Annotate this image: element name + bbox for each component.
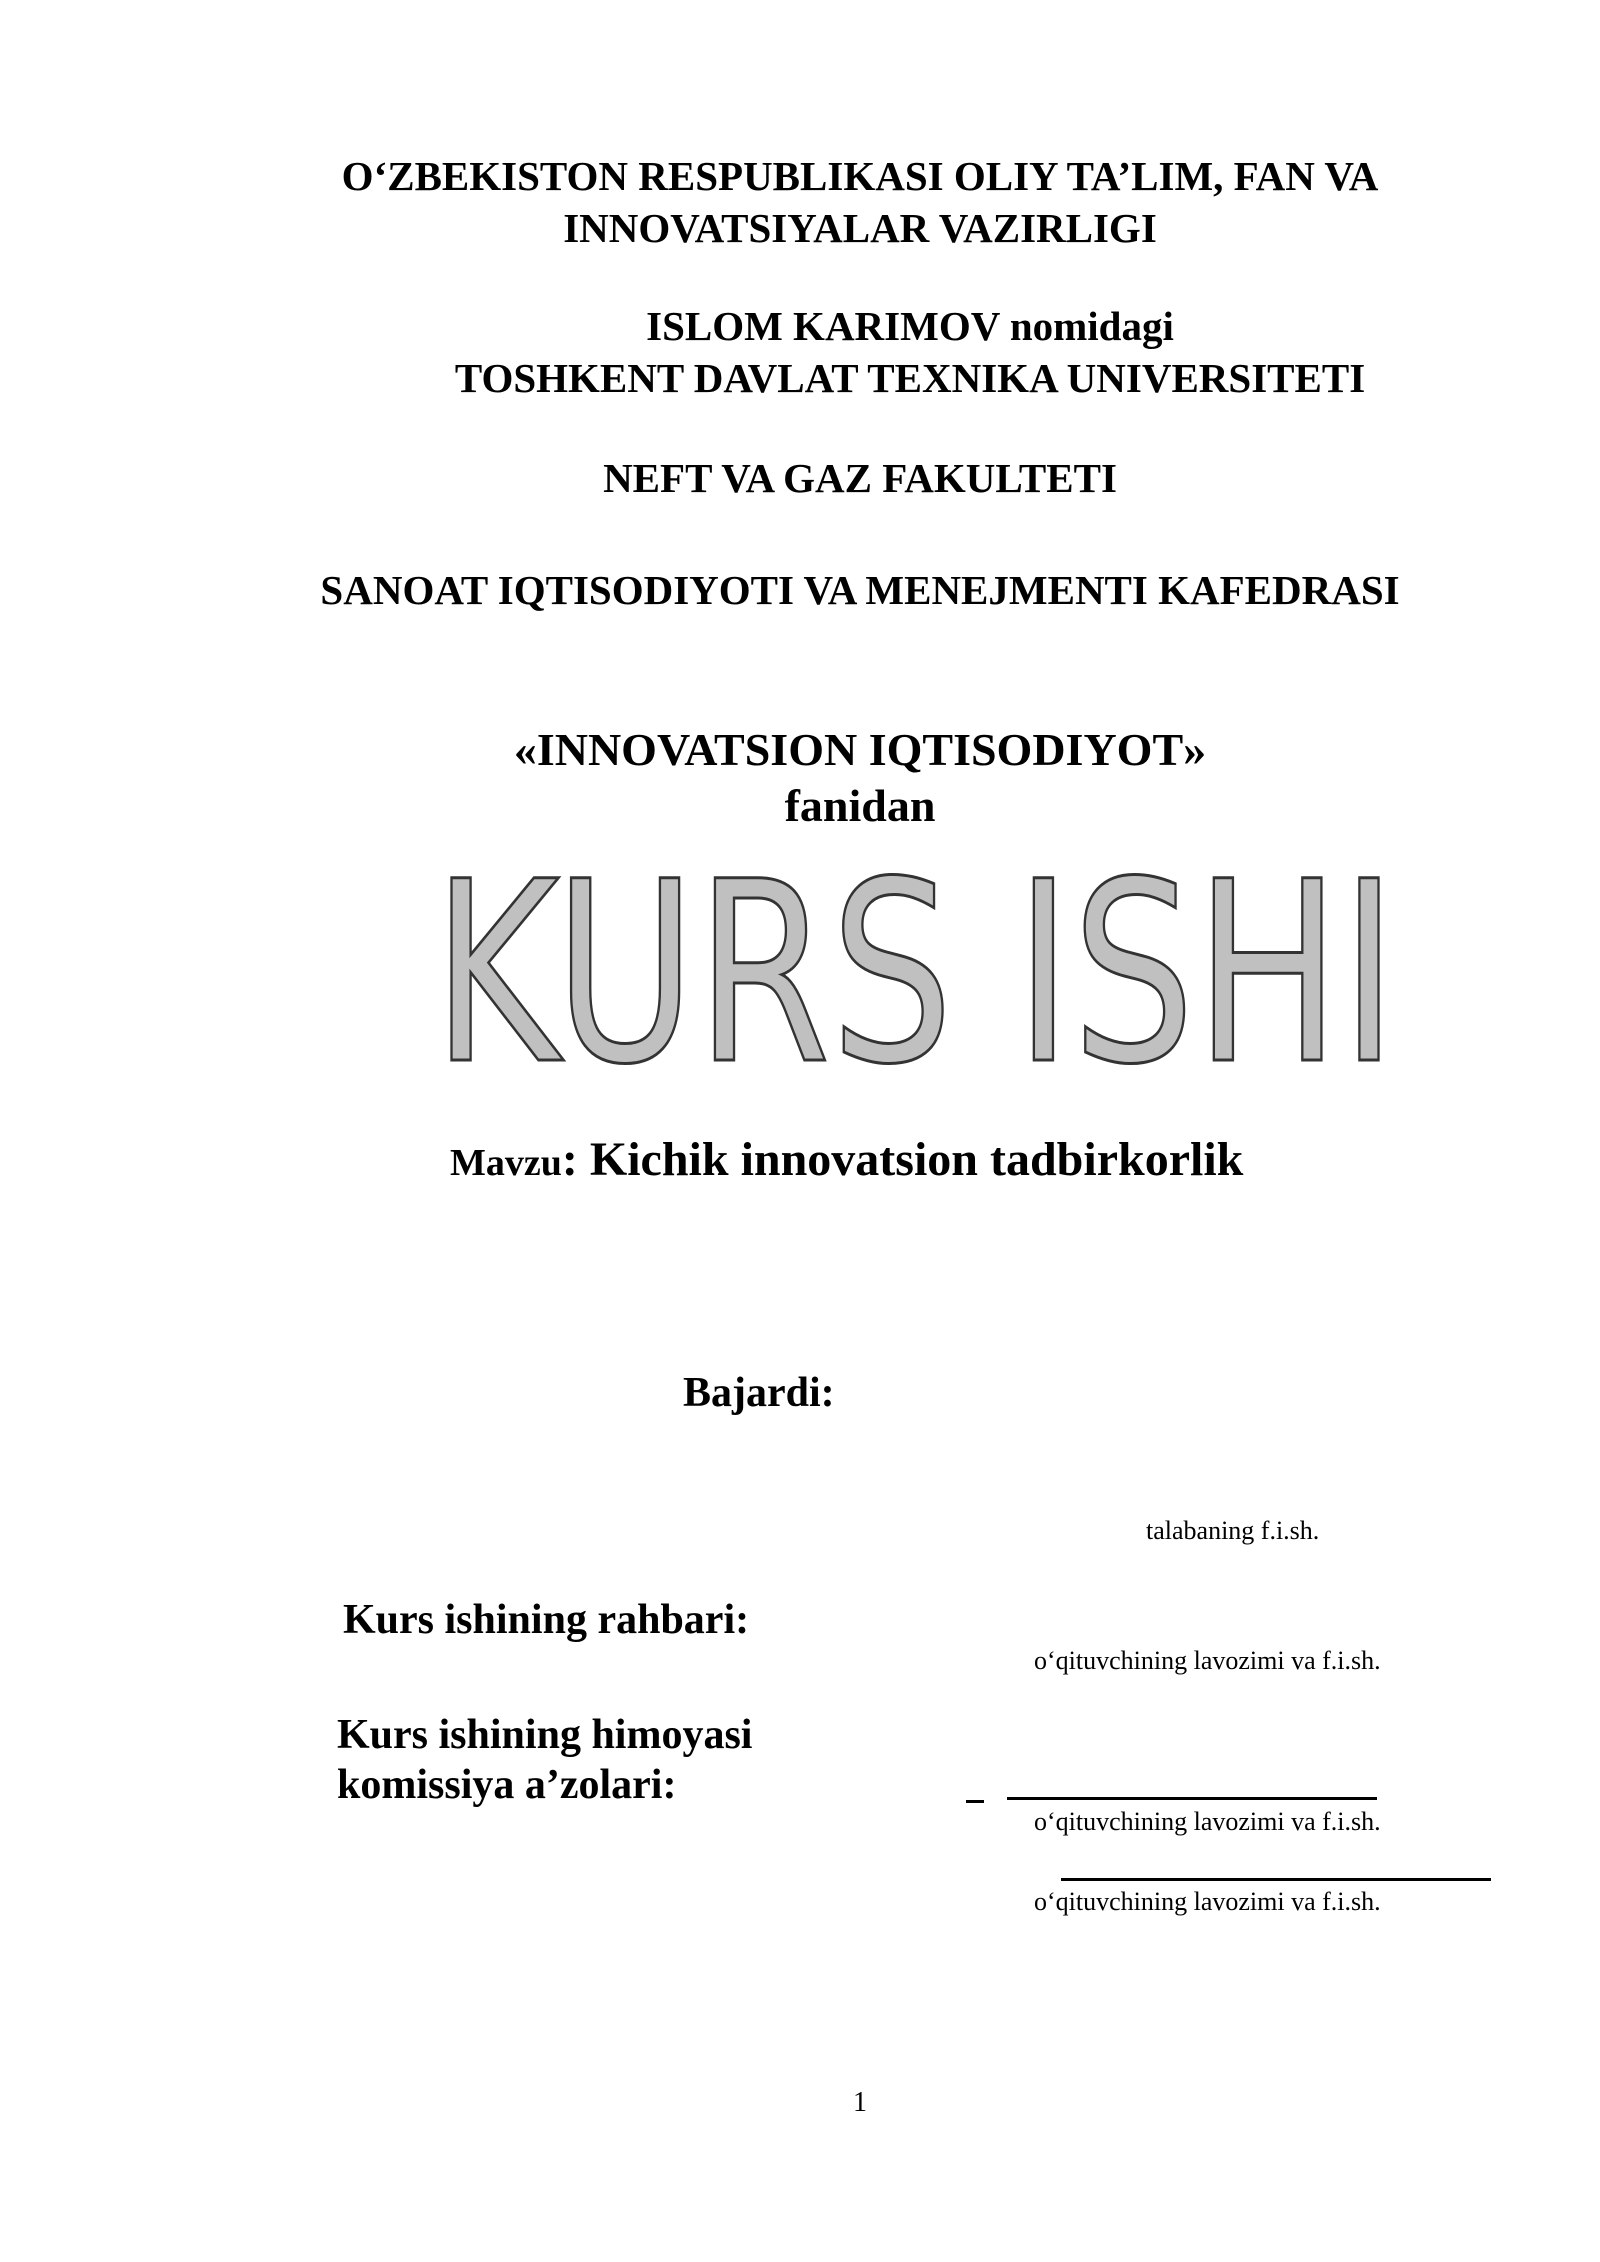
ministry-line-2: INNOVATSIYALAR VAZIRLIGI bbox=[563, 205, 1157, 251]
commission-member-1-signature-line bbox=[1007, 1797, 1377, 1800]
topic-line bbox=[450, 1130, 1243, 1193]
topic-value: : Kichik innovatsion tadbirkorlik bbox=[561, 1133, 1244, 1186]
commission-member-2-signature-line bbox=[1061, 1878, 1491, 1881]
topic-label: Mavzu bbox=[450, 1142, 562, 1184]
supervisor-label: Kurs ishining rahbari: bbox=[343, 1597, 750, 1643]
faculty-heading: NEFT VA GAZ FAKULTETI bbox=[603, 455, 1117, 501]
subject-suffix: fanidan bbox=[784, 780, 936, 831]
subject-name: «INNOVATSION IQTISODIYOT» bbox=[513, 724, 1207, 775]
university-heading bbox=[410, 300, 1410, 404]
commission-label bbox=[337, 1710, 752, 1810]
commission-label-line-1: Kurs ishining himoyasi bbox=[337, 1712, 753, 1758]
performed-label: Bajardi: bbox=[683, 1370, 835, 1416]
ministry-line-1: O‘ZBEKISTON RESPUBLIKASI OLIY TA’LIM, FAN VA bbox=[341, 153, 1379, 199]
university-line-2: TOSHKENT DAVLAT TEXNIKA UNIVERSITETI bbox=[454, 355, 1366, 401]
commission-label-line-2: komissiya a’zolari: bbox=[337, 1762, 677, 1808]
commission-member-2-caption: o‘qituvchining lavozimi va f.i.sh. bbox=[1034, 1887, 1381, 1916]
signature-dash bbox=[966, 1800, 984, 1803]
university-line-1: ISLOM KARIMOV nomidagi bbox=[646, 303, 1174, 349]
commission-member-1-caption: o‘qituvchining lavozimi va f.i.sh. bbox=[1034, 1807, 1381, 1836]
ministry-heading bbox=[200, 150, 1520, 254]
subject-heading bbox=[460, 722, 1260, 834]
document-title: KURS ISHI bbox=[432, 828, 1398, 1119]
student-name-caption: talabaning f.i.sh. bbox=[1146, 1516, 1320, 1545]
page-number: 1 bbox=[853, 2087, 867, 2118]
department-heading: SANOAT IQTISODIYOTI VA MENEJMENTI KAFEDRASI bbox=[320, 567, 1400, 613]
document-title-wordart bbox=[420, 828, 1410, 1119]
supervisor-caption: o‘qituvchining lavozimi va f.i.sh. bbox=[1034, 1646, 1381, 1675]
